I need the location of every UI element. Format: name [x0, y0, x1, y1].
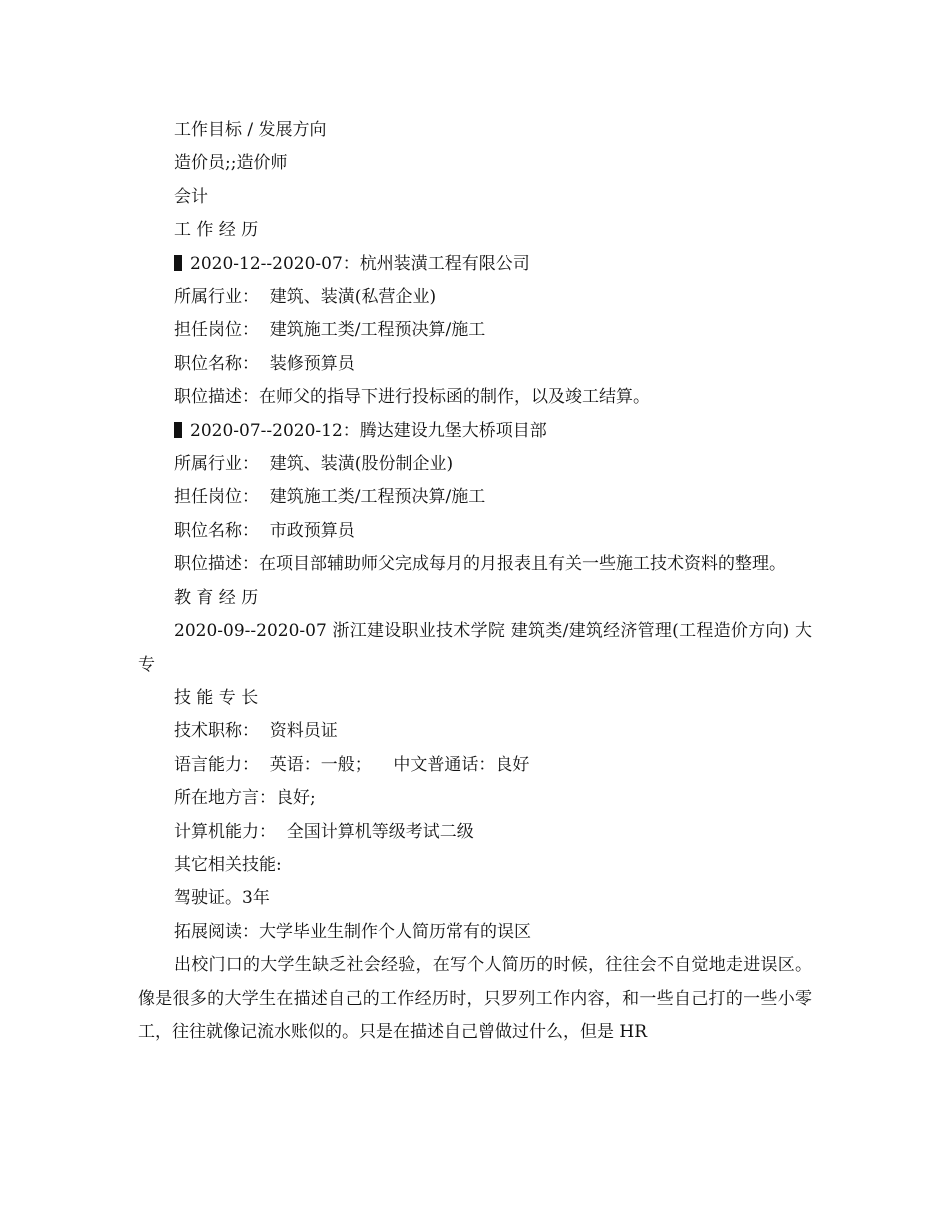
job1-industry: 所属行业： 建筑、装潢(私营企业) [174, 287, 437, 308]
goal-heading: 工作目标 / 发展方向 [174, 120, 327, 140]
bullet-marker-icon [174, 422, 182, 438]
job2-title: 2020-07--2020-12：腾达建设九堡大桥项目部 [190, 420, 547, 441]
edu-heading: 教 育 经 历 [174, 587, 259, 608]
skill-other: 其它相关技能: [174, 854, 282, 875]
job2-industry: 所属行业： 建筑、装潢(股份制企业) [174, 454, 454, 475]
job2-post: 担任岗位： 建筑施工类/工程预决算/施工 [174, 487, 486, 508]
job1-name: 职位名称： 装修预算员 [174, 353, 355, 374]
reading-title: 拓展阅读：大学毕业生制作个人简历常有的误区 [174, 921, 531, 942]
work-heading: 工 作 经 历 [174, 220, 259, 241]
bullet-marker-icon [174, 255, 182, 271]
job1-title-line [138, 248, 812, 281]
job1-desc: 职位描述：在师父的指导下进行投标函的制作，以及竣工结算。 [174, 387, 650, 408]
skill-heading: 技 能 专 长 [174, 687, 259, 708]
skill-driving: 驾驶证。3年 [174, 888, 270, 909]
reading-body: 出校门口的大学生缺乏社会经验，在写个人简历的时候，往往会不自觉地走进误区。像是很多的大学生在描述自己的工作经历时，只罗列工作内容，和一些自己打的一些小零工，往往就像记流水账似的。只是在描述自己曾做过什么，但是 HR [138, 955, 812, 1042]
edu-entry: 2020-09--2020-07 浙江建设职业技术学院 建筑类/建筑经济管理(工程造价方向) 大专 [138, 621, 812, 675]
resume-content [138, 114, 812, 1049]
skill-computer: 计算机能力： 全国计算机等级考试二级 [174, 821, 474, 842]
skill-dialect: 所在地方言：良好; [174, 788, 316, 809]
job2-name: 职位名称： 市政预算员 [174, 520, 355, 541]
skill-lang: 语言能力： 英语：一般； 中文普通话：良好 [174, 754, 530, 775]
job2-title-line [138, 415, 812, 448]
job1-title: 2020-12--2020-07：杭州装潢工程有限公司 [190, 253, 530, 274]
job1-post: 担任岗位： 建筑施工类/工程预决算/施工 [174, 320, 486, 341]
goal-extra: 会计 [174, 186, 208, 207]
skill-title: 技术职称： 资料员证 [174, 721, 338, 742]
goal-position: 造价员;;造价师 [174, 153, 288, 174]
job2-desc: 职位描述：在项目部辅助师父完成每月的月报表且有关一些施工技术资料的整理。 [174, 554, 786, 575]
